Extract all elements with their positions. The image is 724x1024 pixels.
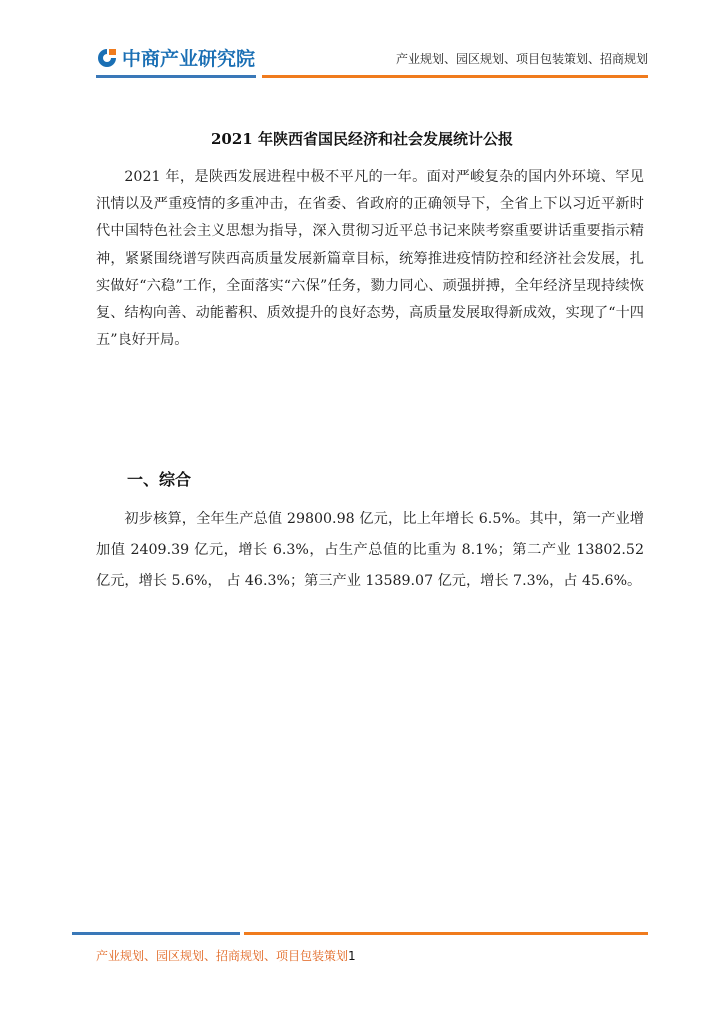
intro-paragraph: 2021 年，是陕西发展进程中极不平凡的一年。面对严峻复杂的国内外环境、罕见汛情以及严重疫情的多重冲击，在省委、省政府的正确领导下，全省上下以习近平新时代中国特色社会主义思想为指导，深入贯彻习近平总书记来陕考察重要讲话重要指示精神，紧紧围绕谱写陕西高质量发展新篇章目标，统筹推进疫情防控和经济社会发展，扎实做好“六稳”工作，全面落实“六保”任务，勠力同心、顽强拼搏，全年经济呈现持续恢复、结构向善、动能蓄积、质效提升的良好态势，高质量发展取得新成效，实现了“十四五”良好开局。 (96, 169, 644, 349)
logo-icon (96, 47, 118, 69)
footer-text: 产业规划、园区规划、招商规划、项目包装策划 (96, 949, 349, 963)
logo-text: 中商产业研究院 (122, 48, 256, 70)
footer-rule-orange (244, 932, 648, 935)
header-rule-orange (262, 75, 648, 78)
document-title: 2021 年陕西省国民经济和社会发展统计公报 (211, 130, 513, 148)
company-logo (96, 44, 255, 71)
section-heading: 一、综合 (127, 470, 192, 489)
page-number: 1 (348, 949, 356, 963)
page-header (0, 0, 724, 80)
section-paragraph: 初步核算，全年生产总值 29800.98 亿元，比上年增长 6.5%。其中，第一产业增加值 2409.39 亿元，增长 6.3%，占生产总值的比重为 8.1%；第二产业 13802.52 亿元，增长 5.6%， 占 46.3%；第三产业 13589.07 亿元，增长 7.3%，占 45.6%。 (96, 511, 644, 589)
page-footer (96, 947, 356, 964)
header-slogan: 产业规划、园区规划、项目包装策划、招商规划 (395, 52, 648, 66)
header-rule-blue (96, 75, 256, 78)
footer-rule-blue (72, 932, 240, 935)
